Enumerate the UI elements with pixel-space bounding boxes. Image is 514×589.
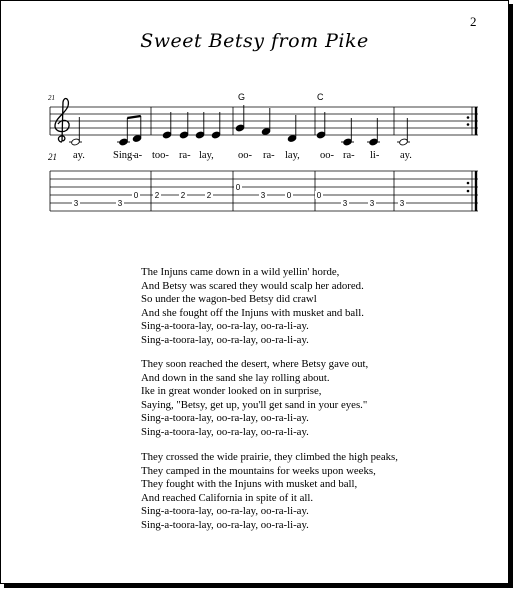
lyric-syllable: too- [152,150,169,161]
note-c-half [71,138,80,146]
fret-number: 2 [180,191,186,200]
lyric-syllable: oo- [238,150,252,161]
fret-number: 3 [73,199,79,208]
fret-number: 2 [154,191,160,200]
fret-number: 3 [399,199,405,208]
lyric-syllable: Sing- [113,150,136,161]
note-e [211,131,220,139]
verse-line: The Injuns came down in a wild yellin' horde, [141,266,340,278]
fret-number: 2 [206,191,212,200]
verse-line: Sing-a-toora-lay, oo-ra-lay, oo-ra-li-ay. [141,412,309,425]
fret-number: 3 [369,199,375,208]
verse-line: And she fought off the Injuns with musket and ball. [141,306,364,319]
note-c-eighth [119,138,128,146]
lyric-syllable: oo- [320,150,334,161]
verse-line: They soon reached the desert, where Betsy gave out, [141,358,369,370]
verse-3 [141,451,398,533]
verse-line: Sing-a-toora-lay, oo-ra-lay, oo-ra-li-ay. [141,333,309,346]
fret-number: 0 [316,191,322,200]
repeat-dot [467,190,470,193]
lyric-syllable: li- [370,150,380,161]
note-e [162,131,171,139]
treble-clef-icon [55,99,69,142]
repeat-dot [467,116,470,119]
page-shadow-right [509,4,513,588]
verse-line: Ike in great wonder looked on in surprise, [141,385,322,398]
staff-notes [69,105,410,146]
lyric-measure-number: 21 [48,152,57,162]
verse-2 [141,358,368,440]
music-notation [0,80,509,220]
lyric-syllable: ay. [400,150,412,161]
verse-line: Sing-a-toora-lay, oo-ra-lay, oo-ra-li-ay. [141,518,309,531]
song-title: Sweet Betsy from Pike [140,30,369,52]
verse-line: Sing-a-toora-lay, oo-ra-lay, oo-ra-li-ay. [141,505,309,518]
note-e [316,131,325,139]
page-number: 2 [470,14,477,29]
note-d-eighth [132,135,141,143]
verse-line: They crossed the wide prairie, they climbed the high peaks, [141,451,398,463]
chord-c: C [317,92,324,102]
verse-line: And Betsy was scared they would scalp her adored. [141,279,364,292]
note-c [369,138,378,146]
repeat-dot [467,123,470,126]
note-f [261,128,270,136]
lyric-syllable: ra- [343,150,355,161]
verse-line: So under the wagon-bed Betsy did crawl [141,293,317,306]
chord-g: G [238,92,246,102]
lyric-syllable: a- [134,150,143,161]
fret-number: 0 [286,191,292,200]
verse-line: Sing-a-toora-lay, oo-ra-lay, oo-ra-li-ay. [141,320,309,333]
verse-line: They camped in the mountains for weeks upon weeks, [141,464,376,477]
lyric-syllable: ay. [73,150,85,161]
fret-number: 3 [260,191,266,200]
fret-number: 0 [133,191,139,200]
lyric-syllable: lay, [199,150,214,161]
repeat-dot [467,182,470,185]
note-e [179,131,188,139]
note-e [195,131,204,139]
lyric-syllable: ra- [179,150,191,161]
verse-line: They fought with the Injuns with musket and ball, [141,478,358,491]
lyric-syllable: lay, [285,150,300,161]
verse-1 [141,266,364,348]
note-c [343,138,352,146]
verse-line: Sing-a-toora-lay, oo-ra-lay, oo-ra-li-ay. [141,425,309,438]
verse-line: And reached California in spite of it all. [141,491,314,504]
verse-line: And down in the sand she lay rolling about. [141,371,330,384]
note-c-half [399,138,408,146]
verse-line: Saying, "Betsy, get up, you'll get sand in your eyes." [141,398,368,411]
staff-lyrics [73,150,412,161]
page-shadow-bottom [4,584,513,588]
lyric-syllable: ra- [263,150,275,161]
fret-number: 0 [235,183,241,192]
note-g [235,124,244,132]
fret-number: 3 [117,199,123,208]
fret-number: 3 [342,199,348,208]
measure-number: 21 [48,94,55,102]
note-d [287,135,296,143]
